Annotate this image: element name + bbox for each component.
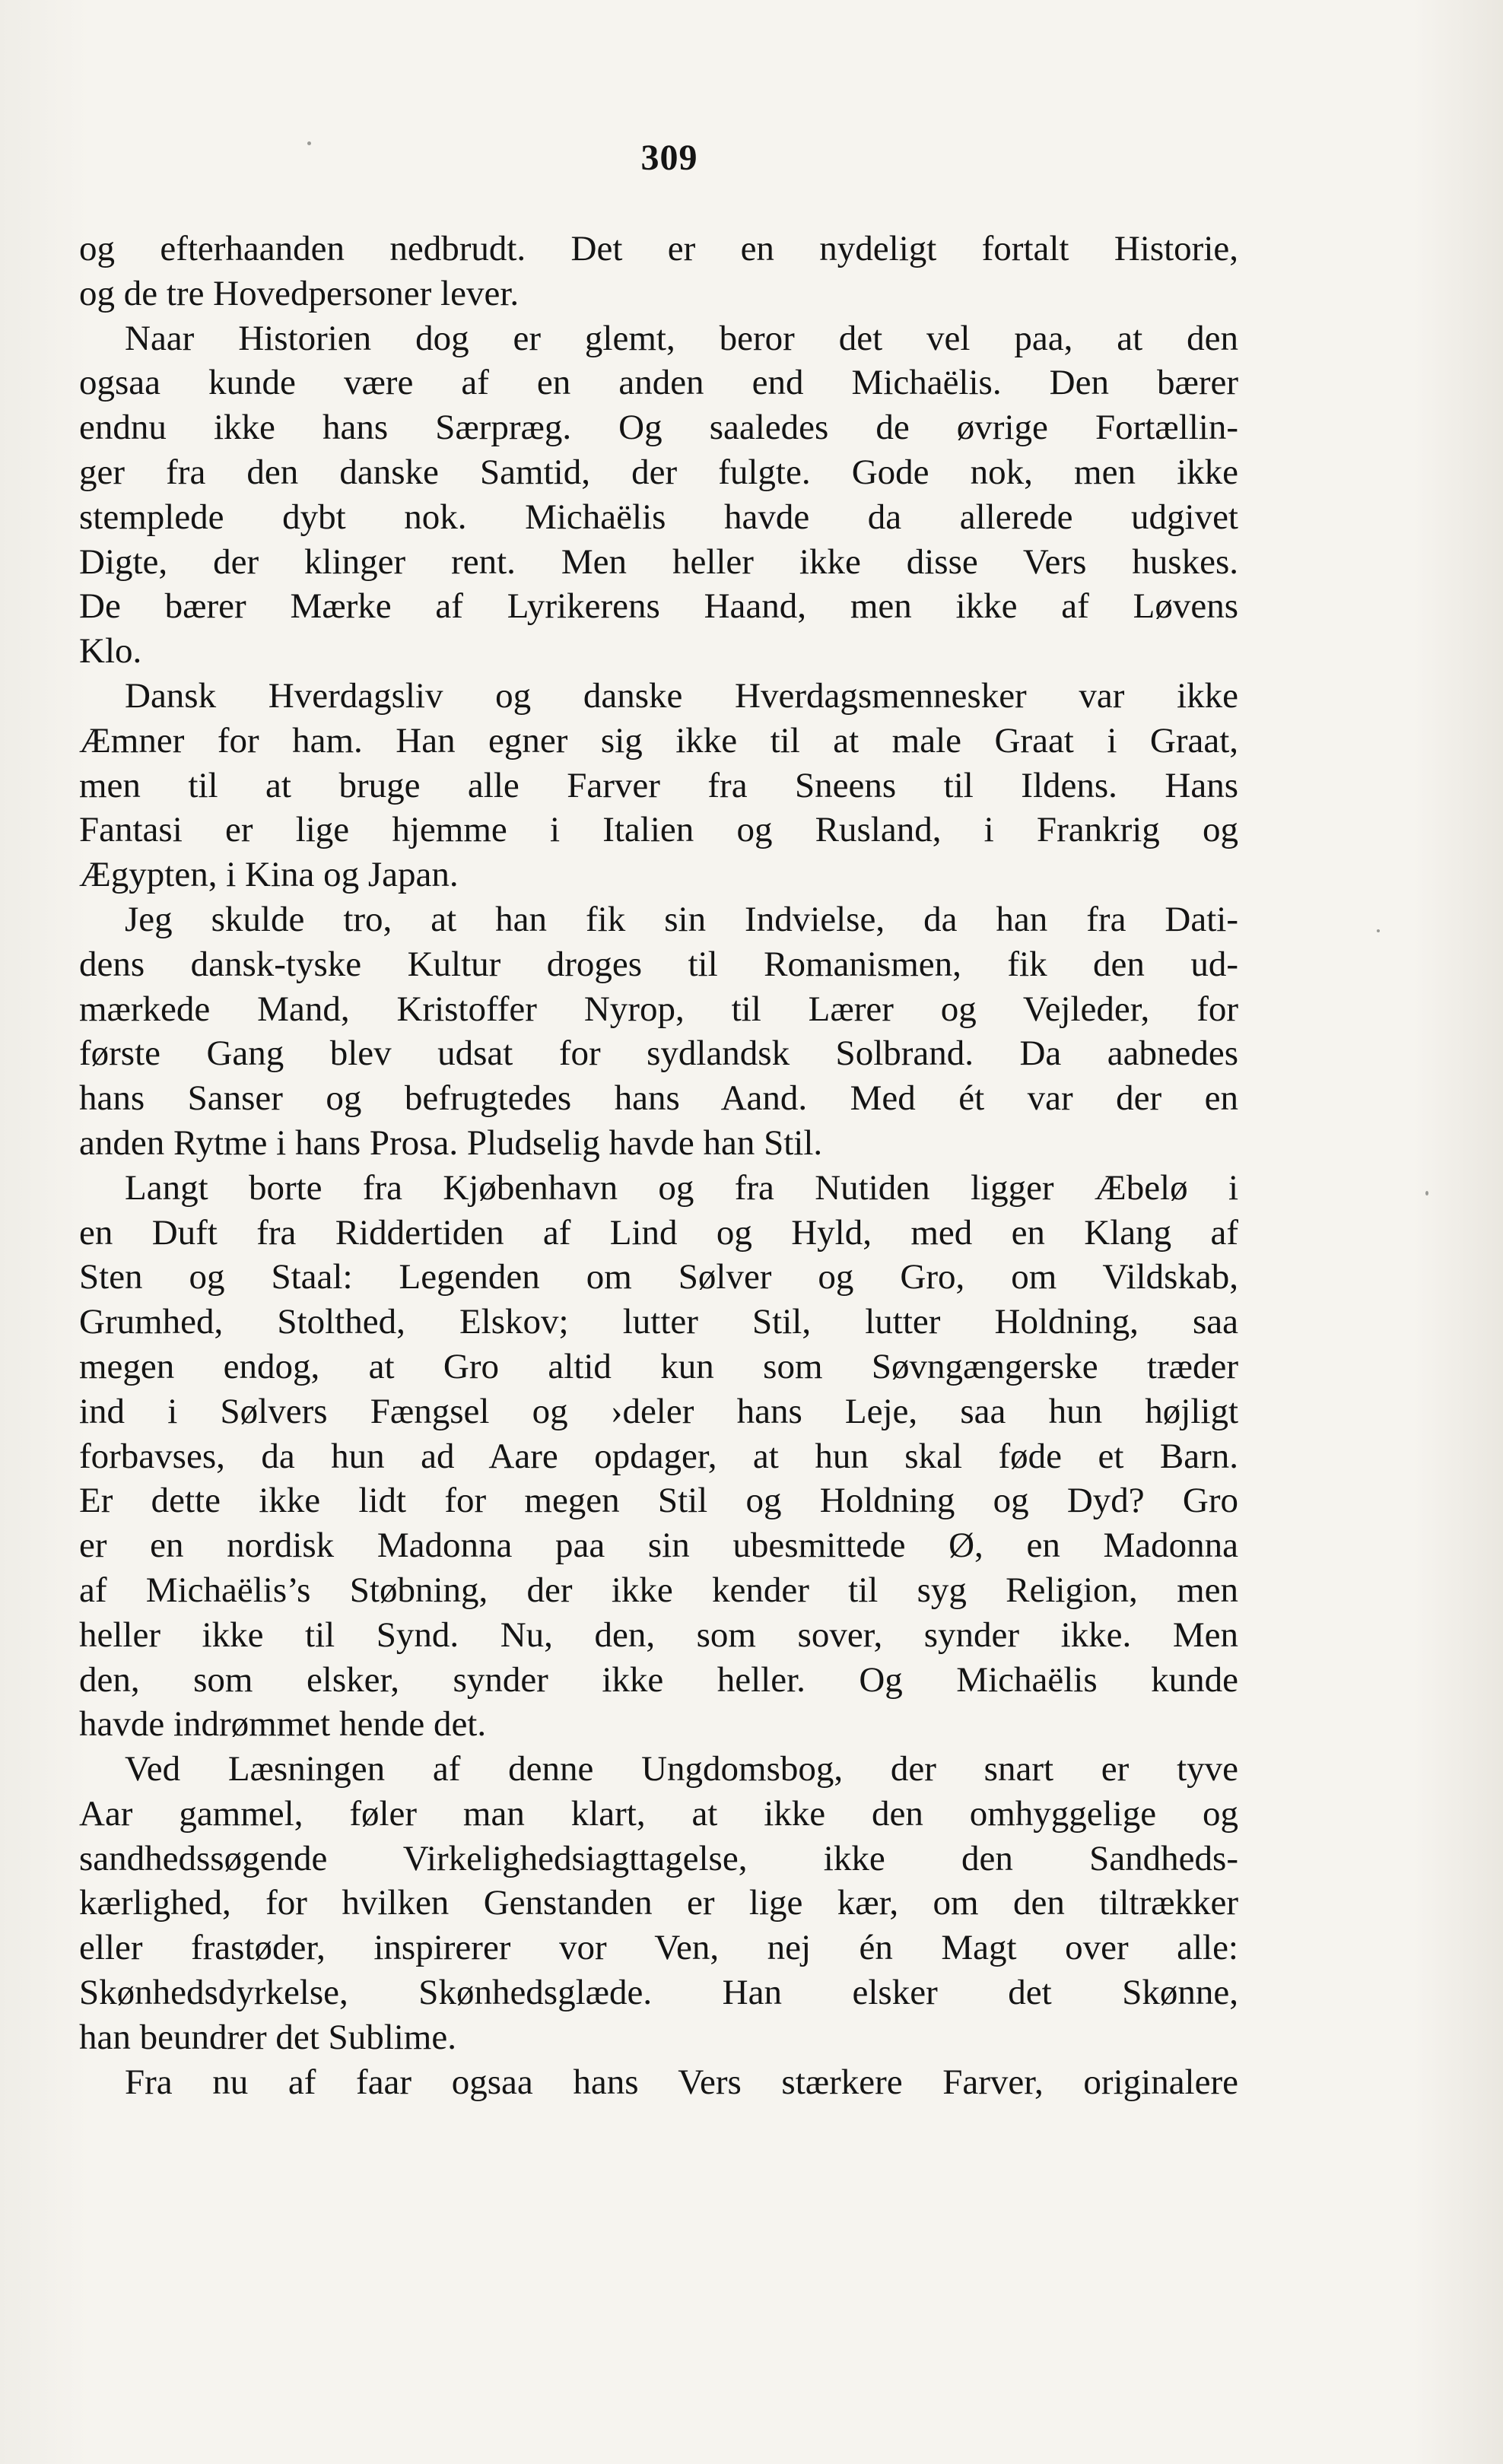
text-line: forbavses, da hun ad Aare opdager, at hun skal føde et Barn. <box>79 1436 1238 1476</box>
text-line: Naar Historien dog er glemt, beror det vel paa, at den <box>125 318 1238 358</box>
text-line: De bærer Mærke af Lyrikerens Haand, men ikke af Løvens <box>79 586 1238 627</box>
text-line: første Gang blev udsat for sydlandsk Solbrand. Da aabnedes <box>79 1034 1238 1074</box>
text-line: hans Sanser og befrugtedes hans Aand. Med ét var der en <box>79 1078 1238 1119</box>
text-line: kærlighed, for hvilken Genstanden er lige kær, om den tiltrækker <box>79 1883 1238 1923</box>
text-line: Digte, der klinger rent. Men heller ikke disse Vers huskes. <box>79 541 1238 582</box>
page-number: 309 <box>640 138 698 178</box>
text-line: dens dansk-tyske Kultur droges til Romanismen, fik den ud- <box>79 944 1238 984</box>
text-line: Dansk Hverdagsliv og danske Hverdagsmennesker var ikke <box>125 675 1238 716</box>
text-line: megen endog, at Gro altid kun som Søvngængerske træder <box>79 1346 1238 1386</box>
text-line: og efterhaanden nedbrudt. Det er en nydeligt fortalt Historie, <box>79 229 1238 268</box>
paper-speck <box>1425 1191 1428 1195</box>
text-line: Grumhed, Stolthed, Elskov; lutter Stil, lutter Holdning, saa <box>79 1302 1238 1342</box>
text-line: eller frastøder, inspirerer vor Ven, nej én Magt over alle: <box>79 1928 1238 1968</box>
text-line: ogsaa kunde være af en anden end Michaëlis. Den bærer <box>79 363 1238 403</box>
body-text <box>79 227 1238 2104</box>
text-line: ind i Sølvers Fængsel og ›deler hans Leje, saa hun højligt <box>79 1391 1238 1431</box>
paper-speck <box>1377 929 1380 932</box>
text-line: Skønhedsdyrkelse, Skønhedsglæde. Han elsker det Skønne, <box>79 1973 1238 2013</box>
text-line: heller ikke til Synd. Nu, den, som sover, synder ikke. Men <box>79 1615 1238 1655</box>
text-line: ger fra den danske Samtid, der fulgte. Gode nok, men ikke <box>79 452 1238 492</box>
text-line: Ved Læsningen af denne Ungdomsbog, der snart er tyve <box>125 1749 1238 1789</box>
text-line: men til at bruge alle Farver fra Sneens til Ildens. Hans <box>79 765 1238 805</box>
text-line: og de tre Hovedpersoner lever. <box>79 273 520 313</box>
text-line: stemplede dybt nok. Michaëlis havde da allerede udgivet <box>79 497 1238 537</box>
text-line: anden Rytme i hans Prosa. Pludselig havde han Stil. <box>79 1122 823 1163</box>
text-line: Æmner for ham. Han egner sig ikke til at male Graat i Graat, <box>79 720 1238 760</box>
text-line: Fra nu af faar ogsaa hans Vers stærkere Farver, originalere <box>125 2062 1238 2102</box>
text-line: Sten og Staal: Legenden om Sølver og Gro, om Vildskab, <box>79 1257 1238 1297</box>
text-line: Aar gammel, føler man klart, at ikke den omhyggelige og <box>79 1793 1238 1834</box>
text-line: Ægypten, i Kina og Japan. <box>79 855 459 895</box>
text-line: mærkede Mand, Kristoffer Nyrop, til Lærer og Vejleder, for <box>79 989 1238 1029</box>
text-line: den, som elsker, synder ikke heller. Og Michaëlis kunde <box>79 1659 1238 1700</box>
text-line: Fantasi er lige hjemme i Italien og Rusland, i Frankrig og <box>79 810 1238 850</box>
text-line: af Michaëlis’s Støbning, der ikke kender til syg Religion, men <box>79 1570 1238 1610</box>
text-line: Klo. <box>79 631 142 672</box>
text-line: er en nordisk Madonna paa sin ubesmittede Ø, en Madonna <box>79 1526 1238 1566</box>
text-line: Jeg skulde tro, at han fik sin Indvielse, da han fra Dati- <box>125 899 1238 939</box>
text-line: endnu ikke hans Særpræg. Og saaledes de øvrige Fortællin- <box>79 408 1238 448</box>
text-line: havde indrømmet hende det. <box>79 1704 487 1745</box>
text-line: Langt borte fra Kjøbenhavn og fra Nutiden ligger Æbelø i <box>125 1167 1238 1208</box>
text-line: sandhedssøgende Virkelighedsiagttagelse, ikke den Sandheds- <box>79 1838 1238 1878</box>
text-line: en Duft fra Riddertiden af Lind og Hyld, med en Klang af <box>79 1212 1238 1253</box>
text-line: Er dette ikke lidt for megen Stil og Holdning og Dyd? Gro <box>79 1481 1238 1521</box>
text-line: han beundrer det Sublime. <box>79 2017 456 2057</box>
